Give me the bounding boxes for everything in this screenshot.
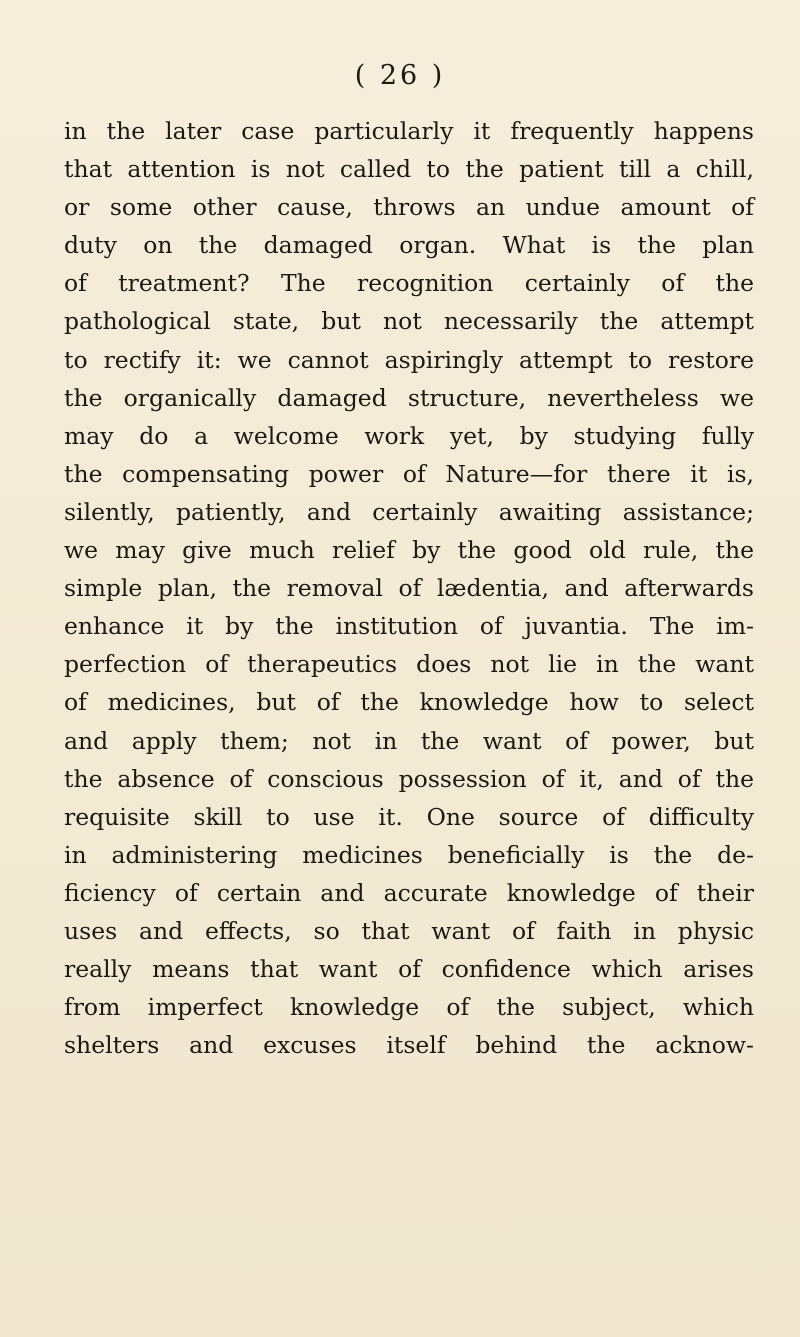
text-line: to rectify it: we cannot aspiringly attempt to restore <box>64 345 754 374</box>
text-line: duty on the damaged organ. What is the plan <box>64 231 754 260</box>
page-number: ( 26 ) <box>354 60 446 91</box>
text-line: uses and effects, so that want of faith in physic <box>64 916 754 945</box>
text-line: of medicines, but of the knowledge how to select <box>64 688 754 717</box>
text-line: really means that want of confidence which arises <box>64 955 754 984</box>
body-text <box>64 112 754 1064</box>
text-line: and apply them; not in the want of power, but <box>64 726 754 755</box>
text-line: ficiency of certain and accurate knowledge of their <box>64 878 754 907</box>
text-line: requisite skill to use it. One source of difficulty <box>64 802 754 831</box>
text-line: may do a welcome work yet, by studying fully <box>64 421 754 450</box>
text-line: that attention is not called to the patient till a chill, <box>64 155 754 184</box>
text-line: in the later case particularly it frequently happens <box>64 117 754 145</box>
text-line: from imperfect knowledge of the subject, which <box>64 993 754 1022</box>
text-line: we may give much relief by the good old rule, the <box>64 536 754 565</box>
text-line: the organically damaged structure, nevertheless we <box>64 383 754 412</box>
text-line: the compensating power of Nature—for there it is, <box>64 459 754 488</box>
text-line: the absence of conscious possession of it, and of the <box>64 764 754 793</box>
text-line: simple plan, the removal of lædentia, and afterwards <box>64 574 754 603</box>
text-line: perfection of therapeutics does not lie in the want <box>64 650 754 679</box>
text-line: in administering medicines beneficially is the de- <box>64 840 754 869</box>
text-line: of treatment? The recognition certainly of the <box>64 269 754 298</box>
text-line: shelters and excuses itself behind the acknow- <box>64 1031 754 1060</box>
text-line: enhance it by the institution of juvantia. The im- <box>64 612 754 641</box>
text-line: or some other cause, throws an undue amount of <box>64 193 754 222</box>
text-line: pathological state, but not necessarily the attempt <box>64 307 754 336</box>
text-line: silently, patiently, and certainly awaiting assistance; <box>64 497 754 526</box>
